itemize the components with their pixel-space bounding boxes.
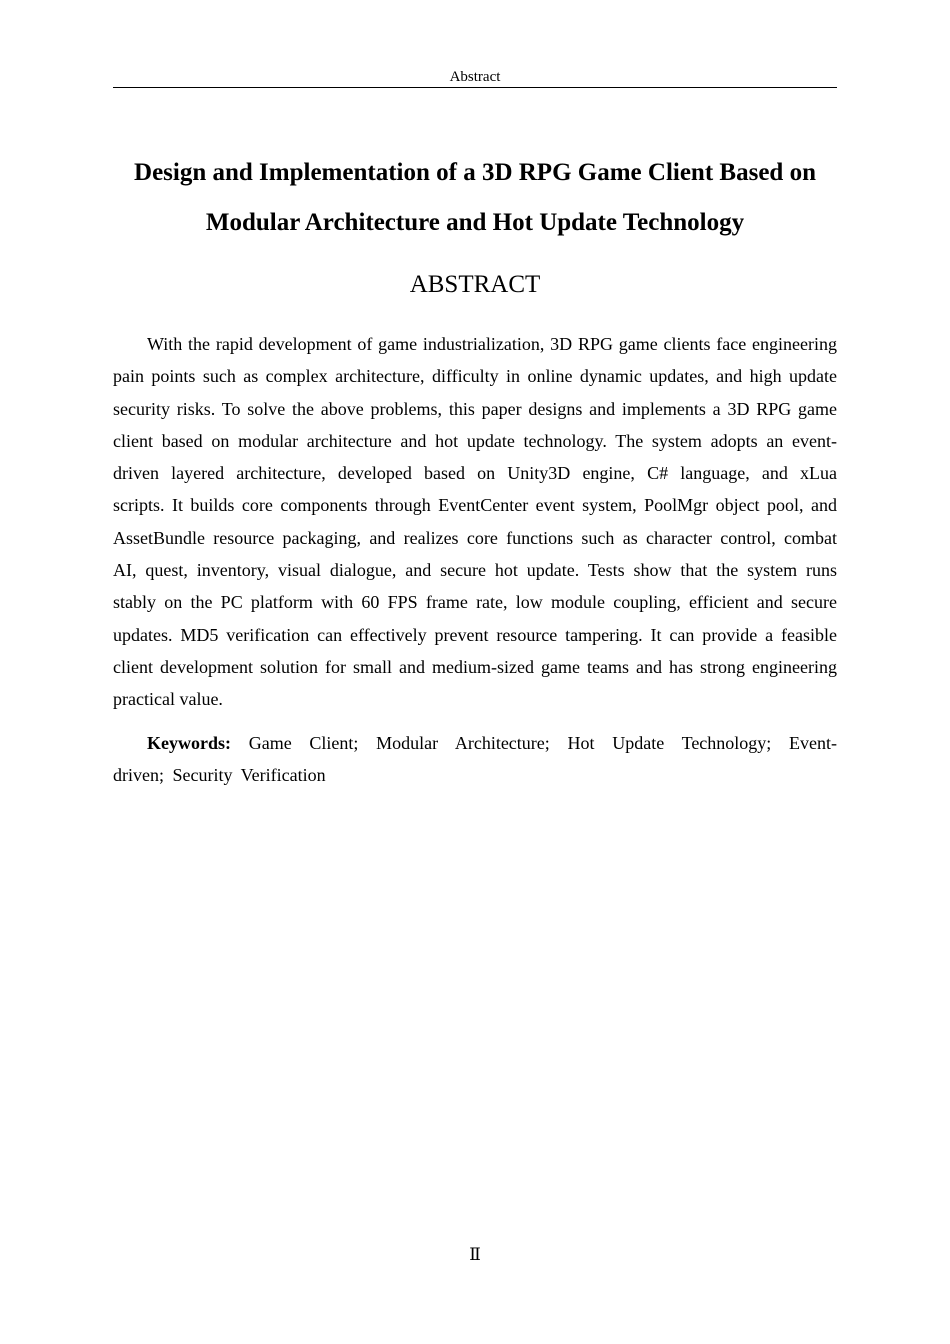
keywords-line-2: driven; Security Verification <box>113 765 326 786</box>
abstract-line: client based on modular architecture and hot update technology. The system adopts an event- <box>113 430 837 451</box>
abstract-line: client development solution for small and medium-sized game teams and has strong engineering <box>113 656 837 677</box>
abstract-line: AssetBundle resource packaging, and realizes core functions such as character control, combat <box>113 527 837 548</box>
section-heading: ABSTRACT <box>409 271 541 298</box>
paper-title-line-1: Design and Implementation of a 3D RPG Game Client Based on <box>134 159 816 186</box>
abstract-line: With the rapid development of game industrialization, 3D RPG game clients face engineering <box>147 334 837 354</box>
page-number: Ⅱ <box>469 1245 481 1264</box>
abstract-line: practical value. <box>113 689 223 710</box>
abstract-line: security risks. To solve the above problems, this paper designs and implements a 3D RPG game <box>113 398 837 419</box>
abstract-body <box>113 328 837 716</box>
header-rule <box>113 87 837 88</box>
keywords-label: Keywords: <box>147 733 231 753</box>
abstract-line: AI, quest, inventory, visual dialogue, and secure hot update. Tests show that the system runs <box>113 560 837 581</box>
keywords-line-1 <box>113 727 837 759</box>
running-header: Abstract <box>449 69 501 85</box>
abstract-line: stably on the PC platform with 60 FPS frame rate, low module coupling, efficient and secure <box>113 592 837 613</box>
abstract-line: driven layered architecture, developed based on Unity3D engine, C# language, and xLua <box>113 463 837 484</box>
abstract-line: scripts. It builds core components through EventCenter event system, PoolMgr object pool, and <box>113 495 837 516</box>
abstract-line: pain points such as complex architecture, difficulty in online dynamic updates, and high update <box>113 366 837 387</box>
paper-title <box>113 148 837 248</box>
keywords-text-1: Game Client; Modular Architecture; Hot Update Technology; Event- <box>248 733 837 753</box>
paper-title-line-2: Modular Architecture and Hot Update Technology <box>205 209 745 236</box>
keywords-paragraph <box>113 727 837 792</box>
abstract-line: updates. MD5 verification can effectively prevent resource tampering. It can provide a feasible <box>113 624 837 645</box>
